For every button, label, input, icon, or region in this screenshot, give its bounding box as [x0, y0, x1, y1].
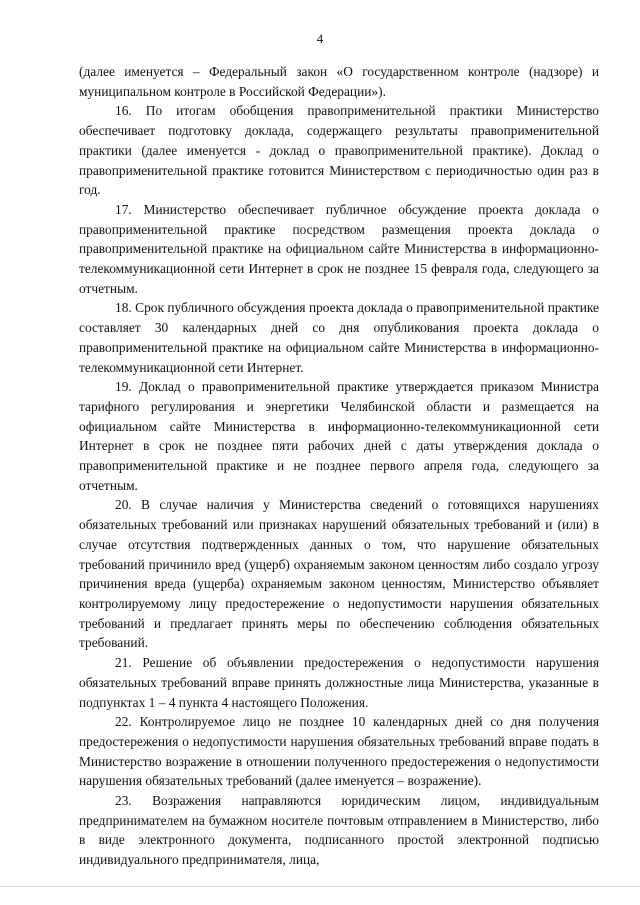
paragraph-20: 20. В случае наличия у Министерства сведений о готовящихся нарушениях обязательных требований или признаках нарушений обязательных требований и (или) в случае отсутствия подтвержденных данных о том, что нарушение обязательных требований причинило вред (ущерб) охраняемым законом ценностям либо создало угрозу причинения вреда (ущерба) охраняемым законом ценностям, Министерство объявляет контролируемому лицу предостережение о недопустимости нарушения обязательных требований и предлагает принять меры по обеспечению соблюдения обязательных требований. [79, 497, 599, 651]
paragraph-21: 21. Решение об объявлении предостережения о недопустимости нарушения обязательных требований вправе принять должностные лица Министерства, указанные в подпунктах 1 – 4 пункта 4 настоящего Положения. [79, 655, 599, 710]
page-bottom-divider [0, 886, 640, 887]
document-body [79, 62, 599, 870]
paragraph-19: 19. Доклад о правоприменительной практике утверждается приказом Министра тарифного регулирования и энергетики Челябинской области и размещается на официальном сайте Министерства в информационно-телекоммуникационной сети Интернет в срок не позднее пяти рабочих дней с даты утверждения доклада о правоприменительной практике и не позднее первого апреля года, следующего за отчетным. [79, 379, 599, 493]
paragraph-continuation: (далее именуется – Федеральный закон «О государственном контроле (надзоре) и муниципальном контроле в Российской Федерации»). [79, 64, 599, 99]
paragraph-16: 16. По итогам обобщения правоприменительной практики Министерство обеспечивает подготовку доклада, содержащего результаты правоприменительной практики (далее именуется - доклад о правоприменительной практике). Доклад о правоприменительной практике готовится Министерством с периодичностью один раз в год. [79, 103, 599, 198]
paragraph-22: 22. Контролируемое лицо не позднее 10 календарных дней со дня получения предостережения о недопустимости нарушения обязательных требований вправе подать в Министерство возражение в отношении полученного предостережения о недопустимости нарушения обязательных требований (далее именуется – возражение). [79, 714, 599, 789]
paragraph-18: 18. Срок публичного обсуждения проекта доклада о правоприменительной практике составляет 30 календарных дней со дня опубликования проекта доклада о правоприменительной практике на официальном сайте Министерства в информационно-телекоммуникационной сети Интернет. [79, 300, 599, 375]
page-number: 4 [316, 31, 324, 46]
paragraph-23: 23. Возражения направляются юридическим лицом, индивидуальным предпринимателем на бумажном носителе почтовым отправлением в Министерство, либо в виде электронного документа, подписанного простой электронной подписью индивидуального предпринимателя, лица, [79, 793, 599, 868]
paragraph-17: 17. Министерство обеспечивает публичное обсуждение проекта доклада о правоприменительной практике посредством размещения проекта доклада о правоприменительной практике на официальном сайте Министерства в информационно-телекоммуникационной сети Интернет в срок не позднее 15 февраля года, следующего за отчетным. [79, 201, 599, 296]
